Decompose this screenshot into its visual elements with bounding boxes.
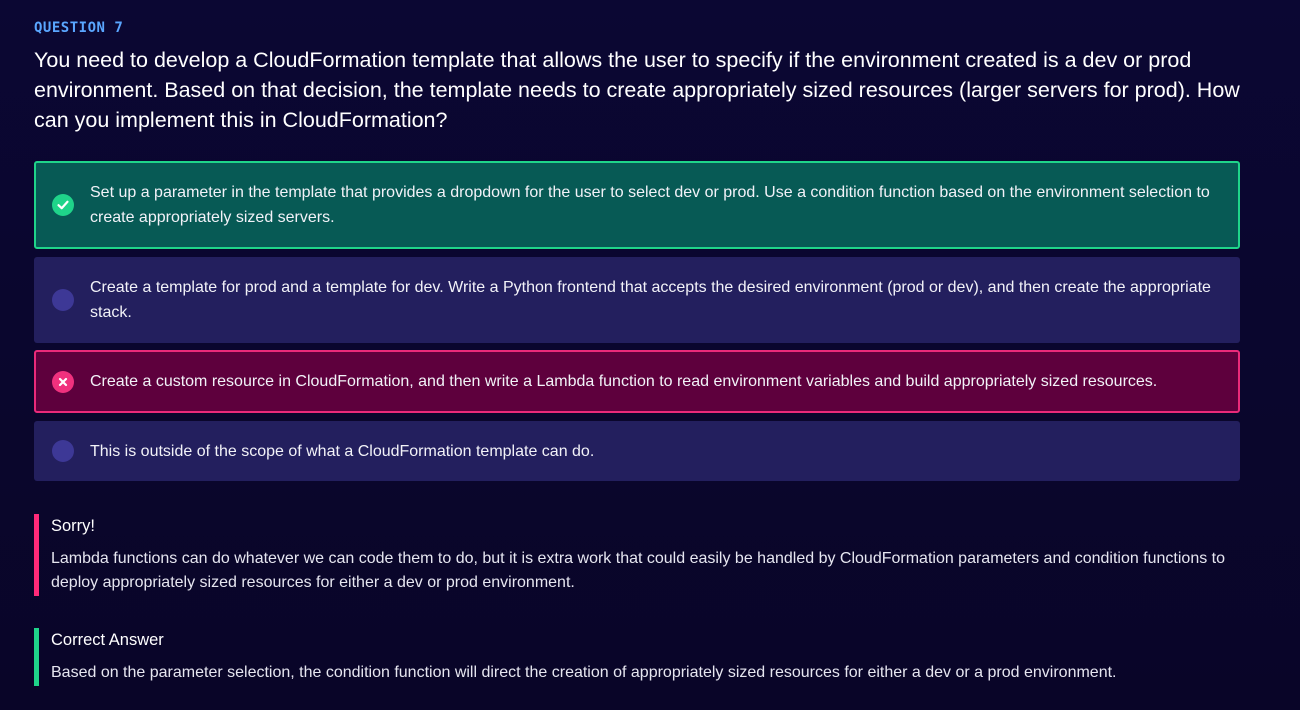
radio-icon	[52, 440, 74, 462]
answer-option-text: Set up a parameter in the template that provides a dropdown for the user to select dev or prod. Use a condition function based on the environment selection to create appropriately sized servers.	[90, 184, 1210, 226]
feedback-title: Correct Answer	[51, 631, 164, 649]
answer-option-text: Create a custom resource in CloudFormation, and then write a Lambda function to read environment variables and build appropriately sized resources.	[90, 373, 1158, 390]
check-icon	[52, 194, 74, 216]
feedback-correct-answer	[34, 628, 1240, 686]
feedback-body: Based on the parameter selection, the condition function will direct the creation of appropriately sized resources for either a dev or a prod environment.	[51, 664, 1117, 681]
feedback-bar-correct	[34, 628, 39, 686]
answer-option-4[interactable]	[34, 421, 1240, 481]
answer-option-2[interactable]	[34, 257, 1240, 343]
answer-option-text: This is outside of the scope of what a CloudFormation template can do.	[90, 442, 595, 460]
question-number: QUESTION 7	[34, 20, 124, 36]
feedback-body: Lambda functions can do whatever we can code them to do, but it is extra work that could easily be handled by CloudFormation parameters and condition functions to deploy appropriately sized resources for either a dev or prod environment.	[51, 550, 1226, 591]
cross-icon	[52, 371, 74, 393]
answer-option-1[interactable]	[34, 161, 1240, 249]
question-text: You need to develop a CloudFormation template that allows the user to specify if the environment created is a dev or prod environment. Based on that decision, the template needs to create appropriately sized resources (larger servers for prod). How can you implement this in CloudFormation?	[34, 48, 1240, 132]
feedback-title: Sorry!	[51, 517, 96, 535]
radio-icon	[52, 289, 74, 311]
feedback-bar-incorrect	[34, 514, 39, 596]
answer-option-text: Create a template for prod and a template for dev. Write a Python frontend that accepts the desired environment (prod or dev), and then create the appropriate stack.	[90, 279, 1211, 321]
feedback-incorrect	[34, 514, 1240, 596]
answer-option-3[interactable]	[34, 350, 1240, 413]
